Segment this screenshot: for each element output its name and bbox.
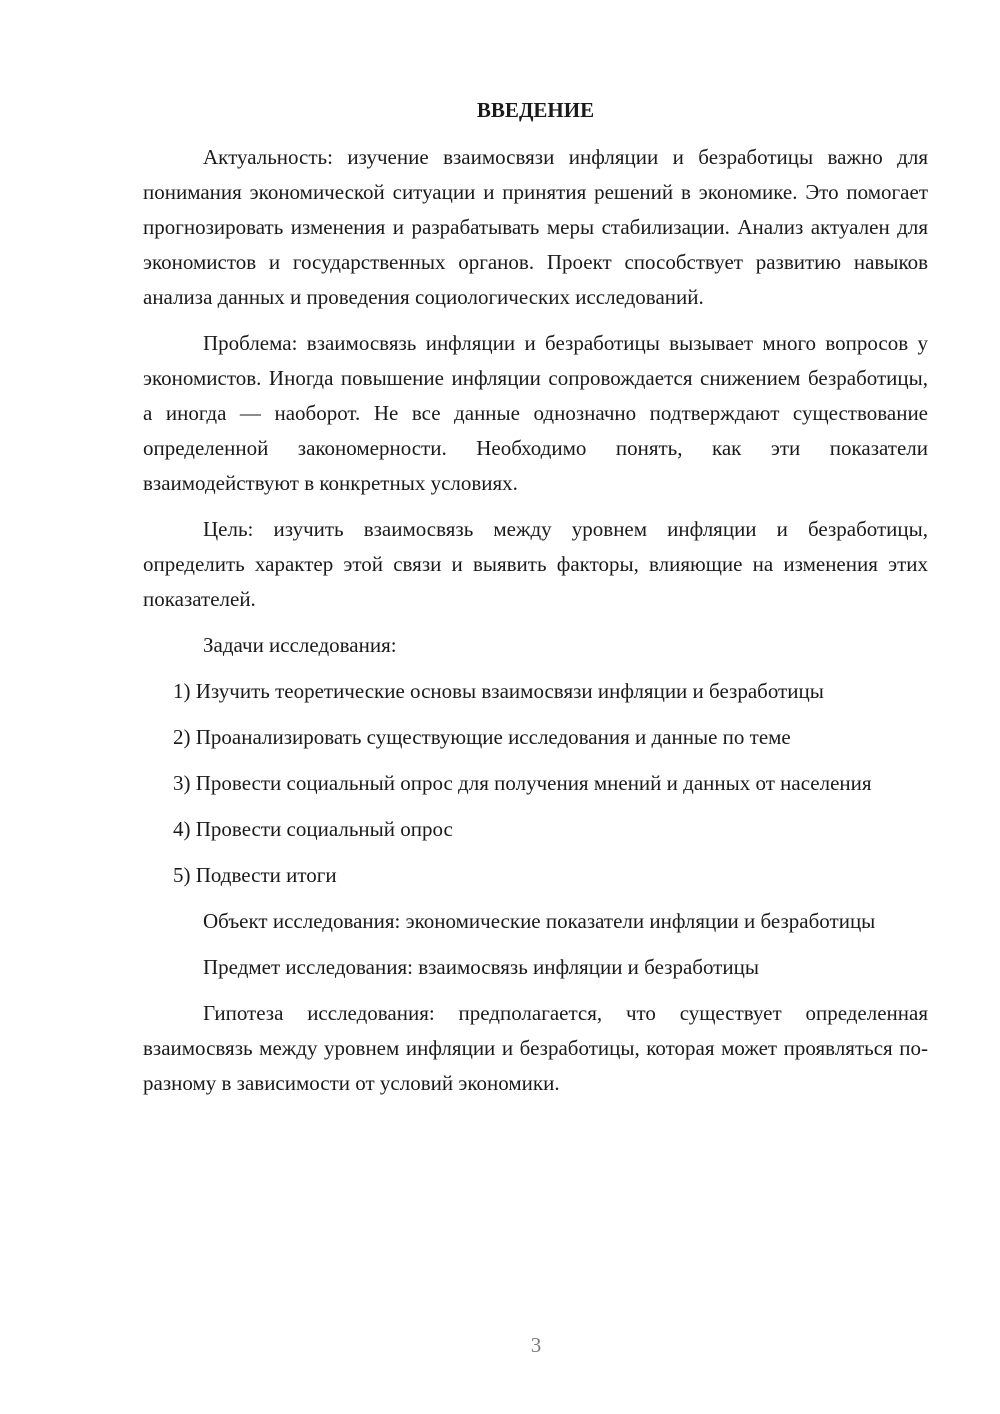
document-title: ВВЕДЕНИЕ [476,98,595,122]
tasks-heading: Задачи исследования: [203,633,397,657]
task-item-5: 5) Подвести итоги [173,863,337,887]
document-page [143,96,928,1112]
paragraph-problem: Проблема: взаимосвязь инфляции и безработицы вызывает много вопросов у экономистов. Иногда повышение инфляции сопровождается снижением безработицы, а иногда — наоборот. Не все данные однозначно подтверждают существование определенной закономерности. Необходимо понять, как эти показатели взаимодействуют в конкретных условиях. [143,331,928,495]
paragraph-object: Объект исследования: экономические показатели инфляции и безработицы [203,909,876,933]
paragraph-hypothesis: Гипотеза исследования: предполагается, что существует определенная взаимосвязь между уровнем инфляции и безработицы, которая может проявляться по-разному в зависимости от условий экономики. [143,1001,928,1095]
task-item-2: 2) Проанализировать существующие исследования и данные по теме [173,725,791,749]
task-item-3: 3) Провести социальный опрос для получения мнений и данных от населения [173,771,872,795]
task-item-4: 4) Провести социальный опрос [173,817,453,841]
paragraph-goal: Цель: изучить взаимосвязь между уровнем инфляции и безработицы, определить характер этой связи и выявить факторы, влияющие на изменения этих показателей. [143,517,928,611]
paragraph-subject: Предмет исследования: взаимосвязь инфляции и безработицы [203,955,759,979]
paragraph-relevance: Актуальность: изучение взаимосвязи инфляции и безработицы важно для понимания экономической ситуации и принятия решений в экономике. Это помогает прогнозировать изменения и разрабатывать меры стабилизации. Анализ актуален для экономистов и государственных органов. Проект способствует развитию навыков анализа данных и проведения социологических исследований. [143,145,928,309]
task-item-1: 1) Изучить теоретические основы взаимосвязи инфляции и безработицы [173,679,824,703]
page-number: 3 [530,1333,542,1357]
